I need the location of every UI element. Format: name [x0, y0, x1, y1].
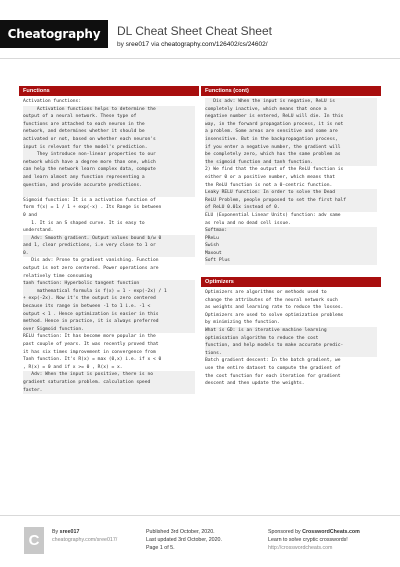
text-line: , R(x) = 0 and if x >= 0 , R(x) = x.	[23, 364, 123, 370]
cheatography-logo[interactable]	[0, 20, 108, 48]
text-line: What is GD: is an iterative machine learning	[205, 327, 377, 335]
text-line: the cost function for each iteration for gradient	[205, 373, 341, 379]
text-line: functions are attached to each neuron in the	[23, 121, 195, 129]
page-footer	[0, 515, 400, 567]
text-line: output is not zero centered. Power operations are	[23, 266, 159, 272]
footer-sponsor-tagline: Learn to solve cryptic crosswords!	[268, 537, 348, 543]
text-line: because its range in between -1 to 1 i.e. -1 <	[23, 303, 195, 311]
text-line: if you enter a negative number, the gradient will	[205, 144, 377, 152]
footer-dates-block	[146, 528, 222, 552]
footer-by-prefix: By	[52, 529, 60, 535]
text-line: method. Hence in practice, it is always preferred	[23, 318, 195, 326]
text-line: and learn almost any function representing a	[23, 174, 195, 182]
text-line: it has six times improvement in convergence from	[23, 349, 156, 355]
logo-text: Cheatography	[7, 27, 101, 41]
cheatography-footer-logo: C	[24, 527, 44, 554]
text-line: network, and determines whether it should be	[23, 128, 195, 136]
text-line: use the entire dataset to compute the gradient of	[205, 366, 341, 371]
text-line: input is relevant for the model's prediction.	[23, 144, 195, 152]
text-line: Dis adv: When the input is negative, ReLU is	[205, 98, 377, 106]
author-link[interactable]: sree017	[125, 41, 150, 48]
text-line: They introduce non-linear properties to our	[23, 151, 195, 159]
section-body-functions-cont	[201, 96, 381, 268]
text-line: Activation functions helps to determine the	[23, 106, 195, 114]
text-line: relatively time consuming	[23, 273, 93, 279]
left-column	[19, 86, 199, 397]
section-header-functions-cont: Functions (cont)	[201, 86, 381, 96]
text-line: function, and help models to make accurate predic-	[205, 342, 377, 350]
text-line: negative number is entered, ReLU will die. In this	[205, 113, 377, 121]
text-line: can help the network learn complex data, compute	[23, 166, 195, 174]
text-line: Soft Plus	[205, 257, 377, 265]
footer-sponsor-url[interactable]: http://crosswordcheats.com	[268, 545, 333, 551]
footer-sponsor-name[interactable]: CrosswordCheats.com	[302, 529, 360, 535]
text-line: tanh function: Hyperbolic tangent function	[23, 280, 195, 288]
footer-author-block	[52, 528, 117, 544]
text-line: ReLU Problem, people proposed to set the first half	[205, 197, 377, 205]
text-line: Sigmoid function: It is a activation function of	[23, 197, 156, 203]
document-byline	[117, 41, 268, 48]
footer-sponsor-block	[268, 528, 360, 552]
section-gap	[201, 268, 381, 277]
text-line: over Sigmoid function.	[23, 326, 195, 334]
text-line: + exp(-2x). Now it's the output is zero centered	[23, 295, 195, 303]
text-line: completely inactive, which means that once a	[205, 106, 377, 114]
text-line: Activation functions:	[23, 99, 82, 104]
text-line: activated or not, based on whether each neuron's	[23, 136, 195, 144]
sheet-url-link[interactable]: cheatography.com/126402/cs/24602/	[161, 41, 268, 48]
document-title: DL Cheat Sheet Cheat Sheet	[117, 24, 272, 38]
text-line: optimisation algorithm to reduce the cost	[205, 335, 377, 343]
text-line: 0.	[23, 250, 195, 258]
footer-page-number: Page 1 of 5.	[146, 545, 175, 551]
text-line: be completely zero, which has the same problem as	[205, 151, 377, 159]
text-line: form f(x) = 1 / 1 + exp(-x) . Its Range is between	[23, 205, 162, 211]
text-line: past couple of years. It was recently proved that	[23, 342, 159, 347]
text-line: Dis adv: Prone to gradient vanishing. Function	[23, 258, 159, 264]
text-line: faster.	[23, 387, 195, 395]
text-line: insensitive. But in the backpropagation process,	[205, 136, 377, 144]
section-header-optimizers: Optimizers	[201, 277, 381, 287]
text-line: output < 1 . Hence optimization is easier in this	[23, 311, 195, 319]
footer-updated: Last updated 3rd October, 2020.	[146, 537, 222, 543]
text-line: tions.	[205, 350, 377, 358]
text-line: understand.	[23, 228, 54, 234]
text-line: 2) We find that the output of the ReLU function is	[205, 167, 344, 173]
footer-author-url[interactable]: cheatography.com/sree017/	[52, 537, 118, 543]
text-line: 0 and	[23, 212, 37, 218]
footer-sponsor-prefix: Sponsored by	[268, 529, 303, 535]
text-line: mathematical formula is f(x) = 1 - exp(-2x) / 1	[23, 288, 195, 296]
text-line: Maxout	[205, 250, 377, 258]
text-line: Adv: When the input is positive, there is no	[23, 371, 195, 379]
page-header	[0, 0, 400, 59]
text-line: Optimizers are used to solve optimization problems	[205, 312, 344, 318]
text-line: 1. It is an S shaped curve. It is easy to	[23, 220, 145, 226]
text-line: as relu and no dead cell issue.	[205, 220, 291, 226]
text-line: Batch gradient descent: In the batch gradient, we	[205, 358, 341, 364]
footer-published: Published 3rd October, 2020.	[146, 529, 215, 535]
text-line: Leaky RELU function: In order to solve the Dead	[205, 189, 377, 197]
text-line: PReLu	[205, 235, 377, 243]
text-line: of ReLU 0.01x instead of 0.	[205, 204, 377, 212]
section-header-functions: Functions	[19, 86, 199, 96]
text-line: descent and then update the weights.	[205, 381, 305, 387]
text-line: a problem. Some areas are sensitive and some are	[205, 128, 377, 136]
section-body-functions	[19, 96, 199, 397]
text-line: Tanh function. It's R(x) = max (0,x) i.e. if x < 0	[23, 357, 162, 363]
text-line: output of a neural network. These type of	[23, 113, 195, 121]
text-line: the sigmoid function and tanh function.	[205, 159, 377, 167]
text-line: Optimizers are algorithms or methods used to	[205, 290, 327, 296]
text-line: question, and provide accurate predictions.	[23, 182, 195, 190]
footer-author-name[interactable]: sree017	[59, 529, 80, 535]
text-line: ELU (Exponential Linear Units) function: adv same	[205, 212, 341, 218]
text-line: either 0 or a positive number, which means that	[205, 174, 335, 180]
section-body-optimizers	[201, 287, 381, 391]
text-line: Adv: Smooth gradient. Output values bound b/w 0	[23, 235, 195, 243]
byline-via: via	[149, 41, 162, 48]
text-line: RELU function: It has become more popular in the	[23, 334, 156, 340]
text-line: way, in the forward propagation process, it is not	[205, 121, 377, 129]
byline-prefix: by	[117, 41, 126, 48]
text-line: and 1, clear predictions, i.e very close to 1 or	[23, 242, 195, 250]
text-line: network which have a degree more than one, which	[23, 159, 195, 167]
text-line: the ReLU function is not a 0-centric function.	[205, 182, 333, 188]
text-line: change the attributes of the neural network such	[205, 297, 338, 303]
text-line: Swish	[205, 242, 377, 250]
text-line	[23, 189, 195, 197]
right-column	[201, 86, 381, 391]
text-line: Softmax:	[205, 227, 377, 235]
text-line: as weights and learning rate to reduce the losses.	[205, 305, 344, 311]
text-line: by minimizing the function.	[205, 320, 280, 326]
text-line: gradient saturation problem. calculation speed	[23, 379, 195, 387]
